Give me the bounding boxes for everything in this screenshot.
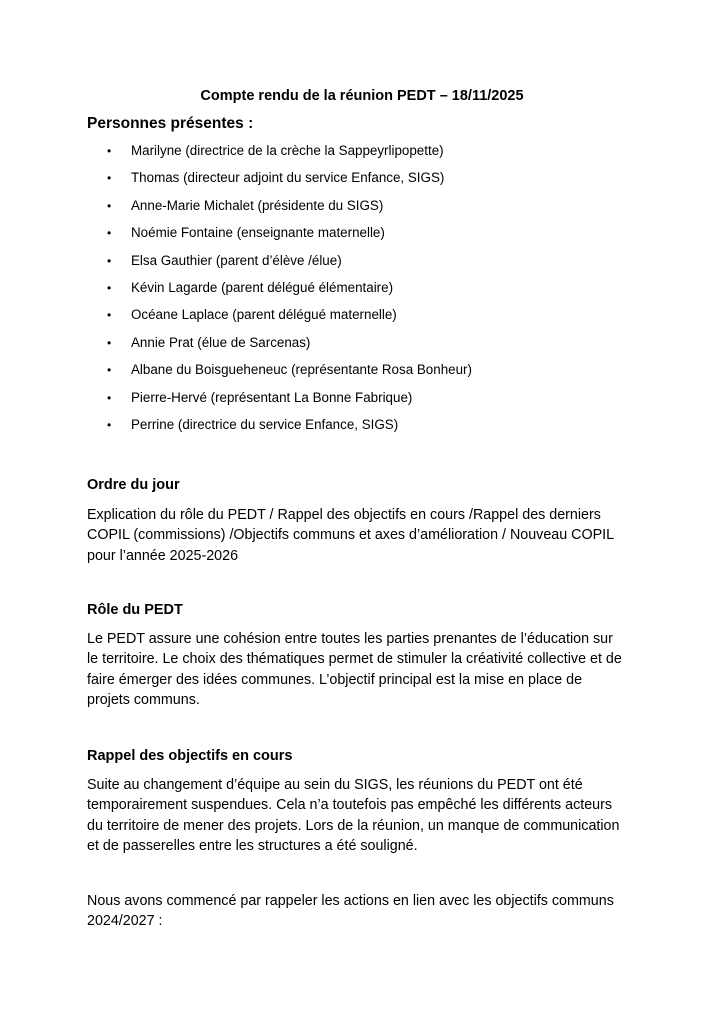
bullet-icon: • (107, 171, 112, 186)
bullet-icon: • (107, 253, 112, 268)
bullet-icon: • (107, 308, 112, 323)
attendee-text: Anne-Marie Michalet (présidente du SIGS) (131, 197, 384, 213)
attendee-text: Annie Prat (élue de Sarcenas) (131, 334, 311, 350)
bullet-icon: • (107, 226, 112, 241)
attendee-text: Albane du Boisgueheneuc (représentante Rosa Bonheur) (131, 362, 472, 378)
paragraph-line: pour l’année 2025-2026 (87, 547, 239, 564)
attendee-text: Pierre-Hervé (représentant La Bonne Fabrique) (131, 389, 413, 405)
paragraph-line: Suite au changement d’équipe au sein du SIGS, les réunions du PEDT ont été (87, 777, 583, 793)
rappel-objectifs-heading: Rappel des objectifs en cours (87, 748, 293, 764)
attendee-text: Marilyne (directrice de la crèche la Sappeyrlipopette) (131, 143, 444, 158)
attendee-text: Noémie Fontaine (enseignante maternelle) (131, 225, 385, 241)
attendee-text: Kévin Lagarde (parent délégué élémentaire) (131, 279, 394, 295)
attendee-text: Thomas (directeur adjoint du service Enfance, SIGS) (131, 170, 445, 186)
bullet-icon: • (107, 417, 112, 432)
paragraph-line: faire émerger des idées communes. L’objectif principal est la mise en place de (87, 671, 583, 688)
bullet-icon: • (107, 335, 112, 350)
bullet-icon: • (107, 198, 112, 213)
paragraph-line: 2024/2027 : (87, 913, 163, 930)
paragraph-line: Le PEDT assure une cohésion entre toutes les parties prenantes de l’éducation sur (87, 631, 613, 647)
ordre-du-jour-heading: Ordre du jour (87, 477, 180, 493)
paragraph-line: temporairement suspendues. Cela n’a toutefois pas empêché les différents acteurs (87, 797, 613, 814)
rappel-objectifs-paragraph (87, 775, 647, 857)
paragraph-line: projets communs. (87, 692, 200, 709)
paragraph-line: et de passerelles entre les structures a été souligné. (87, 838, 418, 855)
attendee-text: Elsa Gauthier (parent d’élève /élue) (131, 252, 342, 268)
actions-paragraph (87, 891, 647, 932)
bullet-icon: • (107, 363, 112, 378)
role-pedt-heading: Rôle du PEDT (87, 602, 183, 618)
role-pedt-paragraph (87, 629, 647, 711)
paragraph-line: le territoire. Le choix des thématiques permet de stimuler la créativité collective et de (87, 651, 622, 668)
paragraph-line: du territoire de mener des projets. Lors de la réunion, un manque de communication (87, 817, 620, 834)
attendee-text: Perrine (directrice du service Enfance, SIGS) (131, 416, 399, 432)
bullet-icon: • (107, 280, 112, 295)
ordre-du-jour-paragraph (87, 505, 647, 566)
bullet-icon: • (107, 390, 112, 405)
bullet-icon: • (107, 144, 112, 158)
paragraph-line: COPIL (commissions) /Objectifs communs et axes d’amélioration / Nouveau COPIL (87, 527, 615, 544)
paragraph-line: Explication du rôle du PEDT / Rappel des objectifs en cours /Rappel des derniers (87, 507, 601, 523)
paragraph-line: Nous avons commencé par rappeler les actions en lien avec les objectifs communs (87, 893, 614, 909)
attendee-text: Océane Laplace (parent délégué maternelle) (131, 307, 397, 323)
attendees-heading: Personnes présentes : (87, 115, 254, 132)
document-title: Compte rendu de la réunion PEDT – 18/11/2025 (200, 88, 524, 104)
